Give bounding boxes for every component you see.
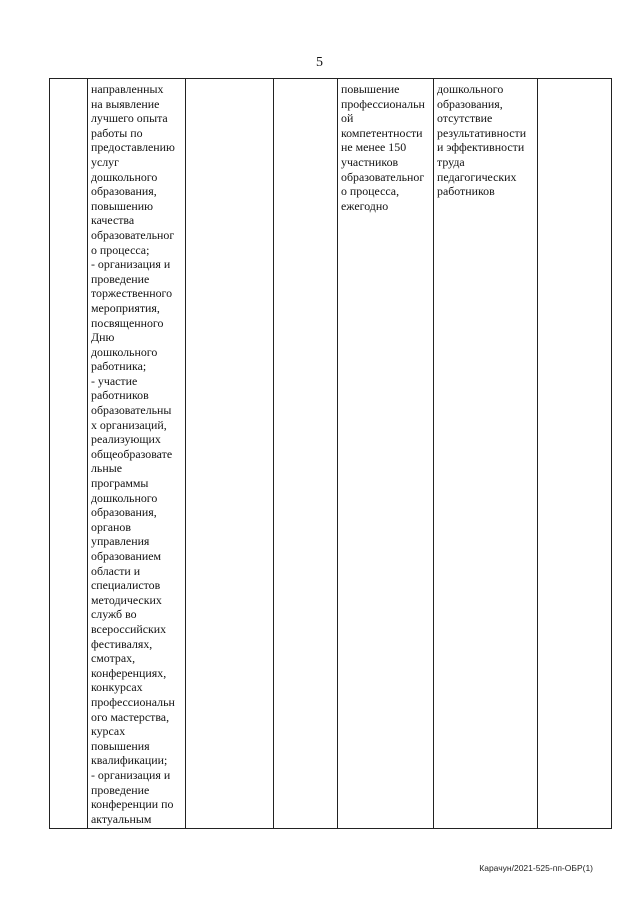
table-cell-col4	[274, 79, 338, 829]
table-row	[50, 79, 612, 829]
page-number: 5	[316, 55, 323, 70]
table-cell-results: повышение профессиональн ой компетентности не менее 150 участников образовательног о процесса, ежегодно	[338, 79, 434, 829]
table-cell-col7	[538, 79, 612, 829]
table-cell-risks: дошкольного образования, отсутствие результативности и эффективности труда педагогических работников	[434, 79, 538, 829]
table-cell-col3	[186, 79, 274, 829]
continuation-table	[49, 78, 612, 829]
table-cell-number	[50, 79, 88, 829]
document-code: Карачун/2021-525-пп-ОБР(1)	[479, 863, 593, 873]
table-cell-activities: направленных на выявление лучшего опыта работы по предоставлению услуг дошкольного образования, повышению качества образовательног о процесса; - организация и проведение торжественного мероприятия, посвященного Дню дошкольного работника; - участие работников образовательны х организаций, реализующих общеобразовате льные программы дошкольного образования, органов управления образованием области и специалистов методических служб во всероссийских фестивалях, смотрах, конференциях, конкурсах профессиональн ого мастерства, курсах повышения квалификации; - организация и проведение конференции по актуальным	[88, 79, 186, 829]
